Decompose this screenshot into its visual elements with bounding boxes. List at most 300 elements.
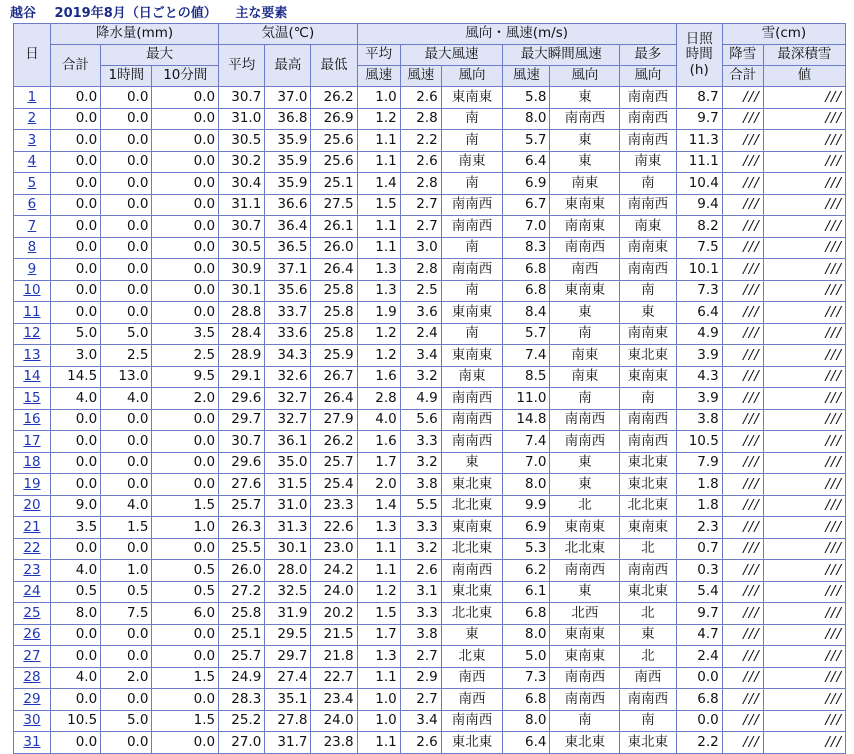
table-cell: 東南東 (441, 87, 503, 109)
day-link[interactable]: 7 (27, 217, 37, 234)
table-cell: 25.5 (219, 538, 265, 560)
header-wind-most: 最多 (620, 45, 676, 66)
table-cell: 36.8 (265, 108, 311, 130)
table-cell: 1.3 (357, 517, 400, 539)
table-cell: 2.7 (400, 194, 441, 216)
table-cell: 東南東 (620, 366, 676, 388)
table-cell: 25.2 (219, 710, 265, 732)
table-cell: 27.8 (265, 710, 311, 732)
table-cell: 1.0 (152, 517, 219, 539)
table-cell: 11.0 (503, 388, 550, 410)
table-cell: 0.0 (101, 431, 152, 453)
table-cell: 30.7 (219, 216, 265, 238)
table-cell: 13.0 (101, 366, 152, 388)
table-cell: 24.0 (311, 710, 357, 732)
table-row (14, 560, 846, 582)
table-cell: 3.3 (400, 431, 441, 453)
day-link[interactable]: 8 (27, 239, 37, 255)
table-cell: /// (722, 280, 763, 302)
table-row (14, 237, 846, 259)
table-cell: 南西 (441, 667, 503, 689)
day-link[interactable]: 29 (23, 690, 41, 707)
table-cell: /// (722, 538, 763, 560)
day-cell (14, 237, 51, 259)
table-cell: 1.1 (357, 216, 400, 238)
table-cell: 1.1 (357, 560, 400, 582)
day-link[interactable]: 6 (27, 196, 37, 212)
table-cell: 2.6 (400, 560, 441, 582)
header-precip-10m: 10分間 (152, 66, 219, 87)
table-cell: 30.5 (219, 130, 265, 152)
table-cell: 3.2 (400, 538, 441, 560)
page-title (10, 2, 301, 20)
day-link[interactable]: 12 (23, 325, 41, 341)
table-cell: 3.2 (400, 366, 441, 388)
day-link[interactable]: 30 (23, 712, 41, 728)
table-cell: 3.4 (400, 710, 441, 732)
table-cell: 26.0 (311, 237, 357, 259)
table-cell: 2.7 (400, 689, 441, 711)
table-cell: 南 (441, 173, 503, 195)
day-link[interactable]: 24 (23, 583, 41, 599)
table-cell: 33.6 (265, 323, 311, 345)
table-cell: 0.0 (152, 173, 219, 195)
table-cell: 0.0 (50, 646, 100, 668)
table-cell: /// (763, 581, 845, 603)
day-link[interactable]: 5 (27, 174, 37, 191)
table-cell: 1.1 (357, 538, 400, 560)
table-cell: /// (763, 431, 845, 453)
table-cell: 0.0 (152, 431, 219, 453)
table-cell: /// (763, 194, 845, 216)
table-cell: /// (722, 560, 763, 582)
table-cell: /// (722, 216, 763, 238)
table-cell: 6.4 (676, 302, 722, 324)
table-cell: 25.1 (311, 173, 357, 195)
table-cell: 36.5 (265, 237, 311, 259)
day-cell (14, 345, 51, 367)
table-cell: 29.7 (219, 409, 265, 431)
table-cell: 2.5 (400, 280, 441, 302)
table-cell: 27.4 (265, 667, 311, 689)
table-row (14, 667, 846, 689)
table-cell: 29.6 (219, 388, 265, 410)
table-cell: 7.5 (676, 237, 722, 259)
table-cell: 26.2 (311, 431, 357, 453)
table-cell: 25.8 (219, 603, 265, 625)
table-cell: 南南西 (550, 237, 620, 259)
table-cell: /// (722, 689, 763, 711)
table-cell: /// (763, 366, 845, 388)
table-cell: 34.3 (265, 345, 311, 367)
day-cell (14, 409, 51, 431)
table-cell: 4.0 (50, 388, 100, 410)
table-cell: 0.0 (676, 667, 722, 689)
table-cell: 南南西 (620, 431, 676, 453)
table-cell: 南 (620, 388, 676, 410)
table-cell: 南 (620, 173, 676, 195)
table-cell: 0.5 (50, 581, 100, 603)
table-row (14, 538, 846, 560)
table-cell: 南東 (550, 366, 620, 388)
day-link[interactable]: 14 (23, 368, 41, 384)
table-cell: 4.7 (676, 624, 722, 646)
day-link[interactable]: 1 (27, 88, 37, 105)
day-link[interactable]: 13 (23, 346, 41, 363)
table-cell: /// (722, 388, 763, 410)
table-cell: 9.9 (503, 495, 550, 517)
table-cell: 0.0 (50, 259, 100, 281)
table-cell: 14.8 (503, 409, 550, 431)
table-cell: 1.7 (357, 452, 400, 474)
day-link[interactable]: 27 (23, 647, 41, 664)
table-cell: 東南東 (550, 194, 620, 216)
day-link[interactable]: 4 (27, 153, 37, 169)
table-cell: 10.4 (676, 173, 722, 195)
header-snow-depth-value: 値 (763, 66, 845, 87)
table-cell: 0.0 (101, 280, 152, 302)
table-cell: 21.5 (311, 624, 357, 646)
table-cell: 0.0 (101, 194, 152, 216)
table-cell: 南南西 (620, 130, 676, 152)
day-link[interactable]: 20 (23, 497, 41, 513)
table-cell: 東南東 (441, 517, 503, 539)
day-cell (14, 151, 51, 173)
table-cell: 0.0 (152, 409, 219, 431)
table-cell: 22.7 (311, 667, 357, 689)
table-cell: 0.0 (50, 302, 100, 324)
table-cell: 29.1 (219, 366, 265, 388)
table-cell: 1.6 (357, 366, 400, 388)
table-cell: 南南西 (550, 431, 620, 453)
table-cell: 南南東 (550, 216, 620, 238)
table-cell: 5.7 (503, 130, 550, 152)
table-cell: 0.0 (152, 646, 219, 668)
table-cell: 6.9 (503, 517, 550, 539)
table-cell: 21.8 (311, 646, 357, 668)
table-cell: 南 (550, 710, 620, 732)
table-cell: 南南西 (441, 259, 503, 281)
table-cell: 南南西 (441, 431, 503, 453)
table-cell: /// (722, 603, 763, 625)
day-cell (14, 216, 51, 238)
table-cell: 30.5 (219, 237, 265, 259)
table-cell: 0.0 (50, 689, 100, 711)
table-cell: 29.6 (219, 452, 265, 474)
table-cell: /// (763, 237, 845, 259)
table-cell: 5.6 (400, 409, 441, 431)
table-cell: /// (722, 710, 763, 732)
table-cell: 0.0 (676, 710, 722, 732)
table-cell: 8.4 (503, 302, 550, 324)
table-cell: 8.0 (503, 108, 550, 130)
table-body (14, 87, 846, 754)
table-cell: 0.5 (152, 581, 219, 603)
table-cell: 35.9 (265, 151, 311, 173)
table-cell: 6.8 (676, 689, 722, 711)
table-cell: 28.8 (219, 302, 265, 324)
table-cell: /// (763, 689, 845, 711)
table-cell: 南南西 (550, 108, 620, 130)
table-cell: 2.4 (400, 323, 441, 345)
table-cell: 9.0 (50, 495, 100, 517)
table-cell: 2.6 (400, 87, 441, 109)
table-cell: 0.0 (101, 151, 152, 173)
table-cell: 1.1 (357, 130, 400, 152)
table-cell: 3.3 (400, 517, 441, 539)
table-cell: 南南西 (441, 194, 503, 216)
day-cell (14, 560, 51, 582)
table-cell: 南南西 (441, 409, 503, 431)
table-cell: 北 (550, 495, 620, 517)
day-link[interactable]: 26 (23, 626, 41, 642)
table-cell: 2.0 (101, 667, 152, 689)
table-cell: /// (763, 280, 845, 302)
day-cell (14, 108, 51, 130)
table-cell: 0.0 (101, 237, 152, 259)
table-cell: 南 (620, 280, 676, 302)
table-cell: 8.2 (676, 216, 722, 238)
table-cell: 0.0 (101, 108, 152, 130)
table-cell: 27.5 (311, 194, 357, 216)
table-cell: 31.7 (265, 732, 311, 754)
table-cell: /// (763, 173, 845, 195)
table-cell: 1.5 (101, 517, 152, 539)
table-cell: 0.0 (101, 216, 152, 238)
table-row (14, 624, 846, 646)
day-link[interactable]: 28 (23, 669, 41, 685)
table-cell: 8.3 (503, 237, 550, 259)
table-cell: 36.6 (265, 194, 311, 216)
table-cell: 南南西 (441, 710, 503, 732)
table-cell: 8.0 (503, 624, 550, 646)
table-cell: 0.0 (50, 474, 100, 496)
table-cell: 25.9 (311, 345, 357, 367)
day-link[interactable]: 19 (23, 475, 41, 492)
table-cell: 25.7 (311, 452, 357, 474)
table-cell: /// (763, 130, 845, 152)
table-cell: 7.9 (676, 452, 722, 474)
table-cell: 23.8 (311, 732, 357, 754)
table-cell: 31.9 (265, 603, 311, 625)
day-cell (14, 710, 51, 732)
table-cell: 9.4 (676, 194, 722, 216)
table-cell: 南東 (620, 151, 676, 173)
table-cell: 9.5 (152, 366, 219, 388)
table-cell: 3.9 (676, 345, 722, 367)
table-cell: 1.5 (357, 194, 400, 216)
table-cell: 南南西 (550, 409, 620, 431)
day-link[interactable]: 2 (27, 110, 37, 126)
table-cell: 北北東 (620, 495, 676, 517)
table-cell: 南東 (441, 151, 503, 173)
table-cell: 7.4 (503, 345, 550, 367)
day-link[interactable]: 18 (23, 454, 41, 470)
table-row (14, 280, 846, 302)
table-cell: 南東 (550, 173, 620, 195)
table-cell: /// (722, 646, 763, 668)
day-link[interactable]: 17 (23, 432, 41, 449)
header-temp-min: 最低 (311, 45, 357, 87)
table-cell: 24.2 (311, 560, 357, 582)
table-cell: 24.9 (219, 667, 265, 689)
table-cell: 0.0 (50, 194, 100, 216)
table-cell: 0.0 (152, 538, 219, 560)
table-cell: 25.7 (219, 495, 265, 517)
table-cell: 37.0 (265, 87, 311, 109)
table-cell: 0.0 (50, 452, 100, 474)
table-cell: 8.5 (503, 366, 550, 388)
table-row (14, 108, 846, 130)
table-cell: 0.0 (152, 302, 219, 324)
table-cell: /// (763, 323, 845, 345)
table-cell: 東北東 (620, 452, 676, 474)
day-link[interactable]: 25 (23, 604, 41, 621)
table-cell: 1.8 (676, 495, 722, 517)
table-row (14, 431, 846, 453)
table-cell: 27.2 (219, 581, 265, 603)
table-cell: 北北東 (550, 538, 620, 560)
table-cell: 5.0 (101, 323, 152, 345)
table-row (14, 474, 846, 496)
day-cell (14, 302, 51, 324)
table-cell: 南 (620, 710, 676, 732)
table-cell: 東南東 (441, 302, 503, 324)
table-cell: 6.4 (503, 151, 550, 173)
table-cell: 東南東 (441, 345, 503, 367)
table-cell: 2.0 (357, 474, 400, 496)
table-cell: /// (722, 581, 763, 603)
table-cell: 南南西 (620, 560, 676, 582)
table-cell: 北 (620, 603, 676, 625)
table-cell: 東北東 (550, 732, 620, 754)
day-link[interactable]: 16 (23, 411, 41, 427)
table-cell: 1.0 (357, 87, 400, 109)
table-cell: 6.8 (503, 603, 550, 625)
table-cell: 0.0 (50, 108, 100, 130)
daily-weather-table (13, 23, 846, 754)
day-link[interactable]: 15 (23, 389, 41, 406)
table-cell: 0.0 (152, 259, 219, 281)
section-label: 主な要素 (235, 6, 288, 21)
table-cell: 30.2 (219, 151, 265, 173)
table-cell: 東 (550, 302, 620, 324)
table-cell: 31.5 (265, 474, 311, 496)
table-cell: 2.8 (357, 388, 400, 410)
table-cell: /// (763, 560, 845, 582)
table-cell: 3.6 (400, 302, 441, 324)
table-cell: /// (763, 151, 845, 173)
table-cell: /// (722, 237, 763, 259)
table-cell: 東 (550, 474, 620, 496)
day-link[interactable]: 3 (27, 131, 37, 148)
table-cell: 東 (441, 452, 503, 474)
table-cell: 5.5 (400, 495, 441, 517)
table-cell: 8.0 (50, 603, 100, 625)
table-cell: 0.0 (152, 474, 219, 496)
table-cell: /// (763, 624, 845, 646)
table-cell: 東北東 (441, 474, 503, 496)
period-label: 2019年8月（日ごとの値） (54, 6, 217, 21)
table-cell: 2.2 (676, 732, 722, 754)
table-cell: 1.0 (101, 560, 152, 582)
table-cell: 0.5 (152, 560, 219, 582)
table-cell: 1.1 (357, 237, 400, 259)
table-cell: 32.7 (265, 388, 311, 410)
day-link[interactable]: 9 (27, 260, 37, 277)
header-temp-avg: 平均 (219, 45, 265, 87)
table-cell: 東北東 (620, 474, 676, 496)
day-cell (14, 474, 51, 496)
table-cell: /// (722, 108, 763, 130)
table-cell: 1.1 (357, 151, 400, 173)
table-cell: 3.0 (50, 345, 100, 367)
table-cell: 25.8 (311, 280, 357, 302)
table-cell: 31.3 (265, 517, 311, 539)
table-cell: 26.1 (311, 216, 357, 238)
table-cell: 31.0 (265, 495, 311, 517)
table-cell: 0.0 (50, 216, 100, 238)
table-cell: 南南西 (550, 560, 620, 582)
header-wind-gust-speed: 風速 (503, 66, 550, 87)
header-wind-most-dir: 風向 (620, 66, 676, 87)
header-wind: 風向・風速(m/s) (357, 24, 676, 45)
table-cell: 35.0 (265, 452, 311, 474)
table-cell: 27.0 (219, 732, 265, 754)
table-cell: 7.0 (503, 452, 550, 474)
table-row (14, 194, 846, 216)
table-cell: 3.3 (400, 603, 441, 625)
table-row (14, 173, 846, 195)
table-cell: /// (722, 452, 763, 474)
day-link[interactable]: 10 (23, 282, 41, 298)
table-cell: 南 (550, 388, 620, 410)
table-cell: 11.1 (676, 151, 722, 173)
table-row (14, 151, 846, 173)
table-cell: 0.3 (676, 560, 722, 582)
table-cell: 30.9 (219, 259, 265, 281)
table-cell: 6.4 (503, 732, 550, 754)
header-snowfall-total: 合計 (722, 66, 763, 87)
table-cell: 2.8 (400, 259, 441, 281)
day-link[interactable]: 22 (23, 540, 41, 556)
table-cell: 8.7 (676, 87, 722, 109)
day-cell (14, 517, 51, 539)
table-cell: 0.0 (50, 624, 100, 646)
table-cell: 2.5 (101, 345, 152, 367)
day-cell (14, 323, 51, 345)
table-row (14, 689, 846, 711)
table-row (14, 495, 846, 517)
day-link[interactable]: 31 (23, 733, 41, 750)
table-cell: 北 (620, 646, 676, 668)
day-cell (14, 538, 51, 560)
table-cell: 0.0 (152, 689, 219, 711)
table-cell: 東南東 (620, 517, 676, 539)
day-link[interactable]: 21 (23, 518, 41, 535)
table-cell: 5.8 (503, 87, 550, 109)
table-cell: 1.3 (357, 646, 400, 668)
table-cell: 3.4 (400, 345, 441, 367)
table-cell: 1.9 (357, 302, 400, 324)
table-cell: 南東 (441, 366, 503, 388)
table-cell: /// (722, 130, 763, 152)
table-cell: 東南東 (550, 646, 620, 668)
day-link[interactable]: 23 (23, 561, 41, 578)
table-cell: 南南東 (620, 323, 676, 345)
day-link[interactable]: 11 (23, 303, 41, 320)
table-cell: 6.8 (503, 689, 550, 711)
